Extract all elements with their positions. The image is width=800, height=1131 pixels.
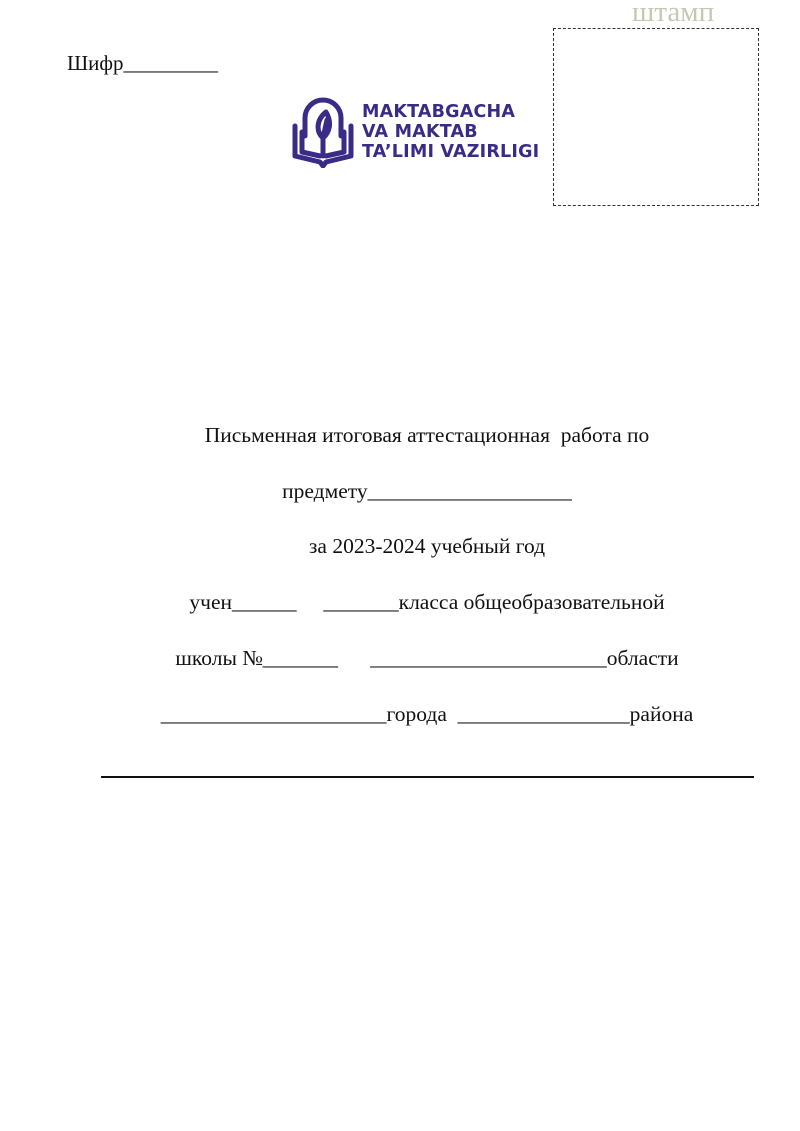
logo-text-line-2: VA MAKTAB [362, 122, 478, 142]
subject-line: предмету___________________ [282, 479, 572, 503]
open-book-leaf-icon [292, 96, 354, 168]
cipher-field: Шифр_________ [67, 51, 219, 75]
school-region-line: школы №_______ ______________________области [175, 646, 679, 670]
logo-text-line-1: MAKTABGACHA [362, 102, 516, 122]
ministry-logo [292, 96, 539, 168]
stamp-box [553, 28, 759, 206]
academic-year-line: за 2023-2024 учебный год [308, 534, 546, 558]
stamp-label: штамп [632, 0, 715, 28]
signature-rule [101, 776, 754, 778]
logo-text-line-3: TA’LIMI VAZIRLIGI [362, 142, 540, 162]
student-class-line: учен______ _______класса общеобразовательной [189, 590, 665, 614]
logo-text [362, 102, 539, 162]
title-line: Письменная итоговая аттестационная работа по [204, 423, 650, 447]
city-district-line: _____________________города ________________района [160, 702, 694, 726]
